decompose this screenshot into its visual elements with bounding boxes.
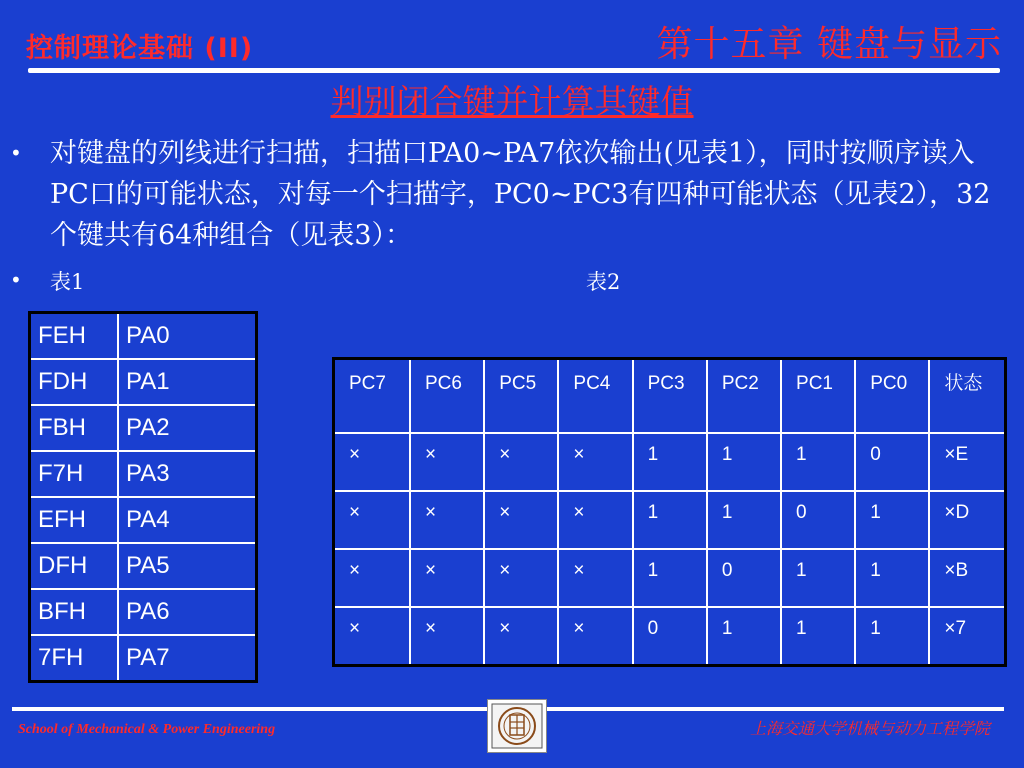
table-row: [30, 589, 257, 635]
footer-school-name: School of Mechanical & Power Engineering: [18, 722, 276, 737]
table-cell: 1: [781, 607, 855, 666]
table-cell: 1: [781, 433, 855, 491]
table-row: [334, 549, 1006, 607]
slide-subtitle: 判别闭合键并计算其键值: [330, 82, 694, 121]
table-cell: ×: [410, 607, 484, 666]
table-cell: ×7: [929, 607, 1005, 666]
chapter-title: 第十五章 键盘与显示: [656, 24, 1002, 65]
table-row: [30, 313, 257, 360]
scan-code-cell: 7FH: [30, 635, 119, 682]
table-cell: ×E: [929, 433, 1005, 491]
port-name-cell: PA0: [118, 313, 257, 360]
column-header: PC6: [410, 359, 484, 434]
footer-university-name: 上海交通大学机械与动力工程学院: [749, 719, 990, 738]
port-state-table: [332, 357, 1007, 667]
table-cell: 0: [781, 491, 855, 549]
bullet-marker: •: [10, 141, 22, 165]
university-logo-icon: [487, 699, 547, 753]
table-row: [30, 359, 257, 405]
bullet-marker: •: [10, 268, 22, 292]
column-header: PC5: [484, 359, 558, 434]
table-cell: 0: [707, 549, 781, 607]
table2-label: 表2: [586, 270, 621, 294]
table-cell: 1: [707, 433, 781, 491]
table-cell: 0: [855, 433, 929, 491]
table-cell: ×: [334, 549, 411, 607]
table-cell: ×: [334, 491, 411, 549]
table-cell: 1: [707, 607, 781, 666]
table-cell: ×: [410, 549, 484, 607]
table-cell: ×: [558, 433, 632, 491]
column-header: PC2: [707, 359, 781, 434]
table-cell: ×: [558, 491, 632, 549]
table-cell: ×: [410, 433, 484, 491]
table-row: [334, 491, 1006, 549]
scan-code-cell: FDH: [30, 359, 119, 405]
port-name-cell: PA3: [118, 451, 257, 497]
scan-code-table: [28, 311, 258, 683]
course-title: 控制理论基础 (II): [26, 33, 254, 64]
table-header-row: [334, 359, 1006, 434]
table-cell: 1: [781, 549, 855, 607]
table-cell: 1: [855, 491, 929, 549]
port-name-cell: PA1: [118, 359, 257, 405]
scan-code-cell: F7H: [30, 451, 119, 497]
table-row: [30, 497, 257, 543]
table-cell: 1: [707, 491, 781, 549]
port-name-cell: PA4: [118, 497, 257, 543]
table-cell: 0: [633, 607, 707, 666]
table-cell: ×: [410, 491, 484, 549]
port-name-cell: PA5: [118, 543, 257, 589]
table-cell: 1: [855, 607, 929, 666]
table-cell: 1: [633, 491, 707, 549]
table-row: [30, 451, 257, 497]
scan-code-cell: BFH: [30, 589, 119, 635]
scan-code-cell: EFH: [30, 497, 119, 543]
table-row: [334, 607, 1006, 666]
column-header: 状态: [929, 359, 1005, 434]
table1-label: 表1: [50, 270, 85, 294]
table-cell: ×: [558, 549, 632, 607]
column-header: PC0: [855, 359, 929, 434]
scan-code-cell: DFH: [30, 543, 119, 589]
column-header: PC3: [633, 359, 707, 434]
table-cell: 1: [633, 433, 707, 491]
table-cell: ×: [484, 607, 558, 666]
column-header: PC4: [558, 359, 632, 434]
table-cell: ×: [558, 607, 632, 666]
table-row: [30, 635, 257, 682]
table-row: [30, 543, 257, 589]
table-cell: 1: [633, 549, 707, 607]
table-row: [30, 405, 257, 451]
port-name-cell: PA2: [118, 405, 257, 451]
table-cell: ×: [484, 491, 558, 549]
table-row: [334, 433, 1006, 491]
port-name-cell: PA6: [118, 589, 257, 635]
table-cell: ×: [334, 433, 411, 491]
table-cell: ×: [334, 607, 411, 666]
table-cell: ×: [484, 433, 558, 491]
table-cell: ×B: [929, 549, 1005, 607]
column-header: PC7: [334, 359, 411, 434]
port-name-cell: PA7: [118, 635, 257, 682]
scan-code-cell: FEH: [30, 313, 119, 360]
body-paragraph: 对键盘的列线进行扫描，扫描口PA0~PA7依次输出(见表1），同时按顺序读入PC口的可能状态，对每一个扫描字，PC0~PC3有四种可能状态（见表2），32个键共有64种组合（见表3）：: [50, 138, 991, 251]
table-cell: ×: [484, 549, 558, 607]
table-cell: ×D: [929, 491, 1005, 549]
scan-code-cell: FBH: [30, 405, 119, 451]
table-cell: 1: [855, 549, 929, 607]
top-divider: [28, 68, 1000, 73]
column-header: PC1: [781, 359, 855, 434]
